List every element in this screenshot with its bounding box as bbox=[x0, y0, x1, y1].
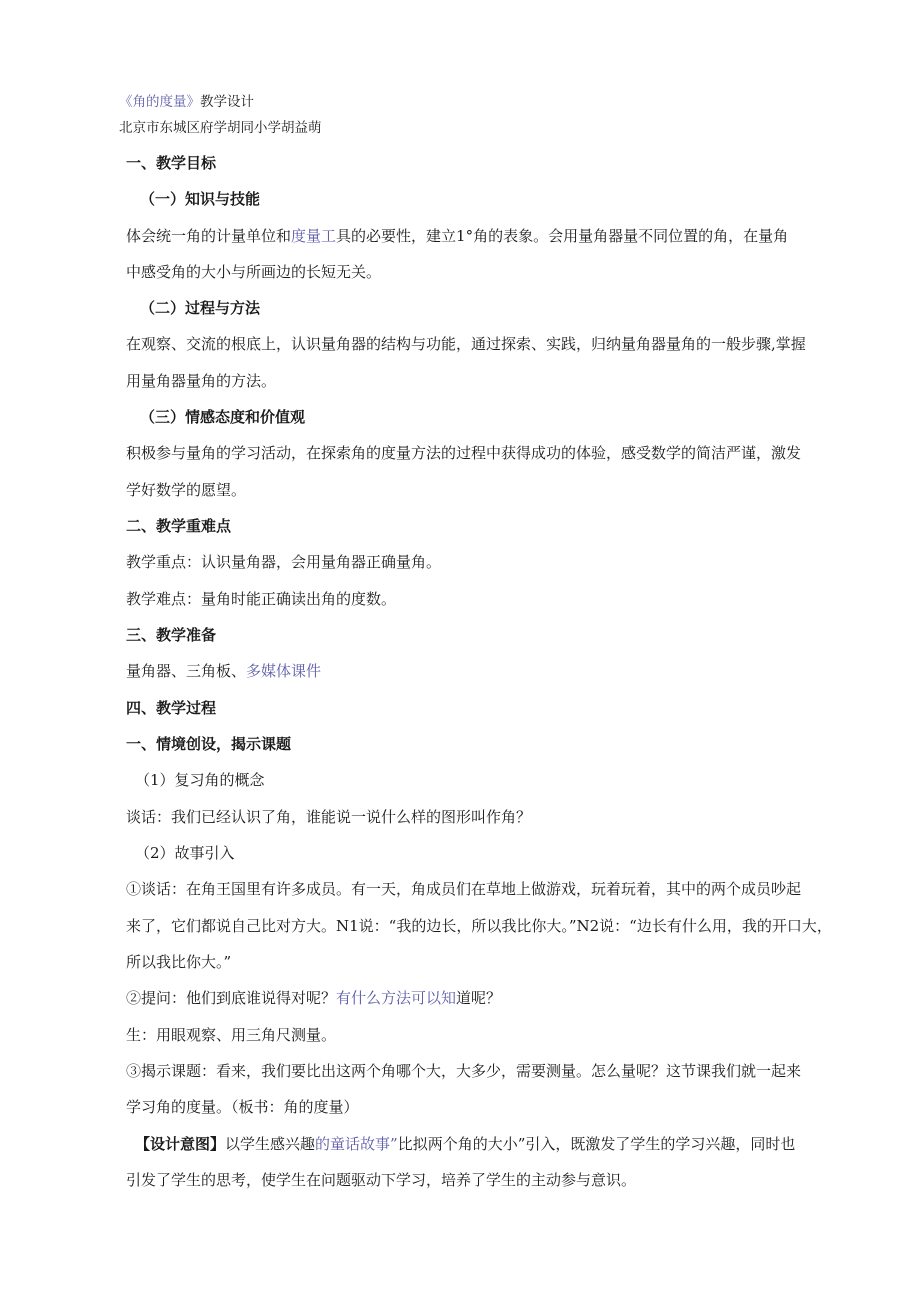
design-link[interactable]: 的童话故事” bbox=[315, 1135, 398, 1153]
story-line-3: 所以我比你大。” bbox=[126, 953, 232, 971]
keypoint-text: 教学重点：认识量角器，会用量角器正确量角。 bbox=[126, 553, 442, 571]
knowledge-text-a: 体会统一角的计量单位和 bbox=[126, 227, 292, 245]
ask-line bbox=[126, 988, 501, 1008]
title-rest: 教学设计 bbox=[200, 94, 254, 110]
prep-heading: 三、教学准备 bbox=[126, 626, 217, 644]
prep-line bbox=[126, 661, 321, 681]
story-line-2: 来了，它们都说自己比对方大。N1说：“我的边长，所以我比你大。”N2说：“边长有什么用，我的开口大， bbox=[126, 917, 832, 935]
design-label: 【设计意图】 bbox=[135, 1135, 226, 1153]
keypoints-heading: 二、教学重难点 bbox=[126, 517, 232, 535]
design-intent-line-1 bbox=[135, 1134, 795, 1154]
knowledge-paragraph-line-2: 中感受角的大小与所画边的长短无关。 bbox=[126, 263, 382, 281]
process-heading: （二）过程与方法 bbox=[140, 299, 261, 317]
reveal-line-1: ③揭示课题：看来，我们要比出这两个角哪个大，大多少，需要测量。怎么量呢？这节课我们就一起来 bbox=[126, 1062, 802, 1080]
design-text-b: 比拟两个角的大小”引入，既激发了学生的学习兴趣，同时也 bbox=[397, 1135, 796, 1153]
author-line: 北京市东城区府学胡同小学胡益萌 bbox=[119, 120, 322, 136]
student-line: 生：用眼观察、用三角尺测量。 bbox=[126, 1026, 337, 1044]
goals-heading: 一、教学目标 bbox=[126, 154, 217, 172]
knowledge-heading: （一）知识与技能 bbox=[140, 190, 261, 208]
knowledge-text-b: 具的必要性，建立1°角的表象。会用量角器量不同位置的角，在量角 bbox=[336, 227, 789, 245]
sub-item-2: （2）故事引入 bbox=[135, 844, 235, 862]
title-link[interactable]: 《角的度量》 bbox=[119, 94, 200, 110]
ask-text-b: 道呢？ bbox=[456, 989, 502, 1007]
process-main-heading: 四、教学过程 bbox=[126, 699, 217, 717]
prep-text: 量角器、三角板、 bbox=[126, 662, 247, 680]
ask-text-a: ②提问：他们到底谁说得对呢？ bbox=[126, 989, 337, 1007]
reveal-line-2: 学习角的度量。（板书：角的度量） bbox=[126, 1098, 359, 1116]
design-text-a: 以学生感兴趣 bbox=[225, 1135, 316, 1153]
emotion-paragraph-line-2: 学好数学的愿望。 bbox=[126, 481, 247, 499]
story-line-1: ①谈话：在角王国里有许多成员。有一天，角成员们在草地上做游戏，玩着玩着，其中的两个成员吵起 bbox=[126, 880, 802, 898]
emotion-paragraph-line-1: 积极参与量角的学习活动，在探索角的度量方法的过程中获得成功的体验，感受数学的简洁严谨，激发 bbox=[126, 444, 802, 462]
prep-link[interactable]: 多媒体课件 bbox=[246, 662, 322, 680]
process-paragraph-line-1: 在观察、交流的根底上，认识量角器的结构与功能，通过探索、实践，归纳量角器量角的一般步骤,掌握 bbox=[126, 335, 806, 353]
knowledge-link[interactable]: 度量工 bbox=[291, 227, 337, 245]
emotion-heading: （三）情感态度和价值观 bbox=[140, 408, 306, 426]
ask-link[interactable]: 有什么方法可以知 bbox=[336, 989, 457, 1007]
step1-heading: 一、情境创设，揭示课题 bbox=[126, 735, 292, 753]
talk-1: 谈话：我们已经认识了角，谁能说一说什么样的图形叫作角？ bbox=[126, 808, 532, 826]
knowledge-paragraph-line-1 bbox=[126, 226, 788, 246]
design-intent-line-2: 引发了学生的思考，使学生在问题驱动下学习，培养了学生的主动参与意识。 bbox=[126, 1171, 637, 1189]
doc-title bbox=[119, 92, 254, 112]
difficulty-text: 教学难点：量角时能正确读出角的度数。 bbox=[126, 590, 397, 608]
sub-item-1: （1）复习角的概念 bbox=[135, 771, 265, 789]
process-paragraph-line-2: 用量角器量角的方法。 bbox=[126, 372, 277, 390]
